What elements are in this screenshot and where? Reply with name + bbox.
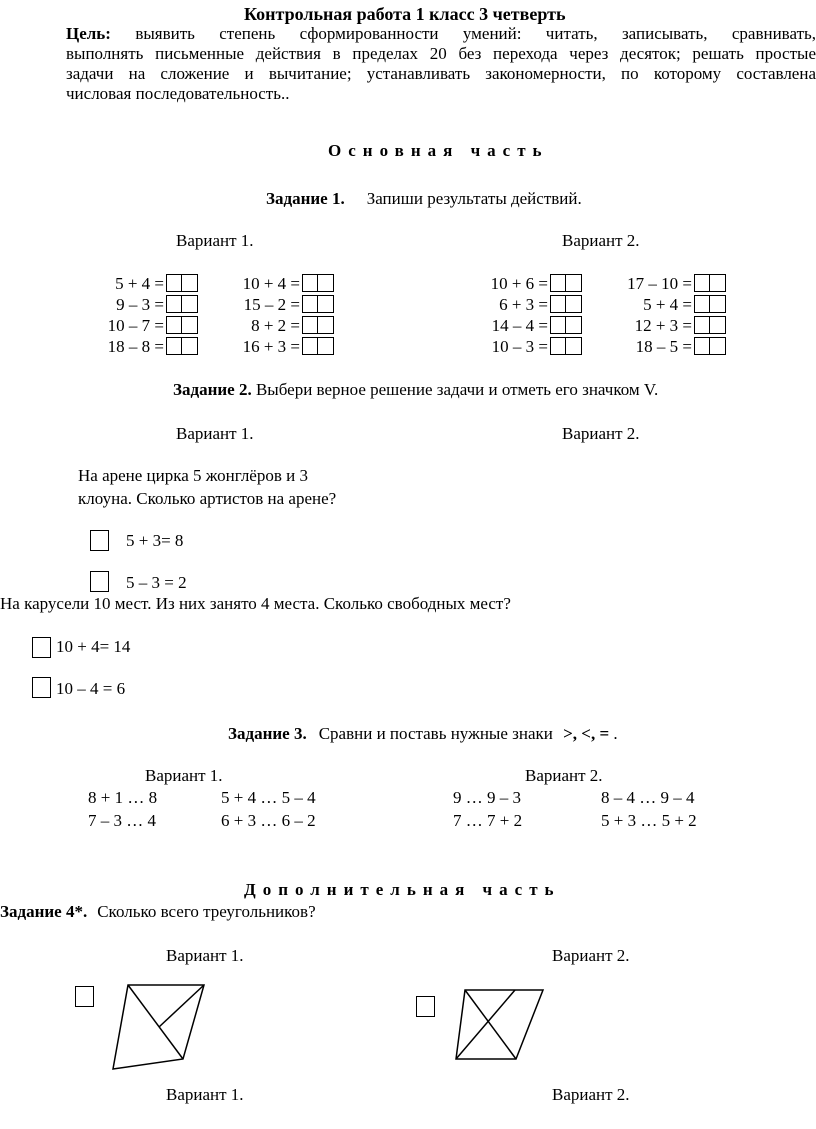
expression-text: 10 + 6 = xyxy=(490,274,548,293)
page-title: Контрольная работа 1 класс 3 четверть xyxy=(244,4,566,24)
option-text: 5 + 3= 8 xyxy=(126,531,184,550)
main-section-heading: Основная часть xyxy=(328,141,549,160)
expression-text: 5 + 4 = xyxy=(115,274,164,293)
problem2-text: На карусели 10 мест. Из них занято 4 места. Сколько свободных мест? xyxy=(0,594,511,613)
option-text: 10 + 4= 14 xyxy=(56,637,131,656)
extra-section-heading: Дополнительная часть xyxy=(244,880,561,899)
task4-variant2: Вариант 2. xyxy=(552,946,630,965)
figure-variant2 xyxy=(456,990,543,1059)
task2-text: Выбери верное решение задачи и отметь его значком V. xyxy=(255,380,659,399)
expression-text: 18 – 5 = xyxy=(635,337,692,356)
expression-text: 10 – 3 = xyxy=(491,337,548,356)
problem1-line: клоуна. Сколько артистов на арене? xyxy=(78,489,337,508)
goal-line: задачи на сложение и вычитание; устанавливать закономерности, по которому составлена xyxy=(66,64,816,83)
task4-label: Задание 4*. xyxy=(0,902,88,921)
expression-text: 10 + 4 = xyxy=(242,274,300,293)
goal-line: выполнять письменные действия в пределах 20 без перехода через десяток; решать простые xyxy=(66,44,816,63)
task3-variant2: Вариант 2. xyxy=(525,766,603,785)
compare-item: 9 … 9 – 3 xyxy=(453,788,521,807)
task3-label: Задание 3. xyxy=(228,724,307,743)
compare-item: 5 + 4 … 5 – 4 xyxy=(221,788,316,807)
task1-variant2: Вариант 2. xyxy=(562,231,640,250)
task4-variant2-bottom: Вариант 2. xyxy=(552,1085,630,1104)
expression-text: 5 + 4 = xyxy=(643,295,692,314)
task2-variant2: Вариант 2. xyxy=(562,424,640,443)
compare-item: 5 + 3 … 5 + 2 xyxy=(601,811,697,830)
task3-variant1: Вариант 1. xyxy=(145,766,223,785)
task4-text: Сколько всего треугольников? xyxy=(97,902,316,921)
compare-item: 7 – 3 … 4 xyxy=(88,811,156,830)
task4-variant1: Вариант 1. xyxy=(166,946,244,965)
expression-text: 16 + 3 = xyxy=(242,337,300,356)
expression-text: 15 – 2 = xyxy=(243,295,300,314)
task1-label: Задание 1. xyxy=(266,189,345,208)
problem1-line: На арене цирка 5 жонглёров и 3 xyxy=(78,466,308,485)
task1-variant1: Вариант 1. xyxy=(176,231,254,250)
expression-text: 12 + 3 = xyxy=(634,316,692,335)
expression-text: 14 – 4 = xyxy=(491,316,548,335)
expression-text: 9 – 3 = xyxy=(116,295,164,314)
compare-item: 8 + 1 … 8 xyxy=(88,788,158,807)
expression-text: 8 + 2 = xyxy=(251,316,300,335)
task4-variant1-bottom: Вариант 1. xyxy=(166,1085,244,1104)
expression-text: 18 – 8 = xyxy=(107,337,164,356)
goal-line: числовая последовательность.. xyxy=(66,84,290,103)
task2-variant1: Вариант 1. xyxy=(176,424,254,443)
expression-text: 6 + 3 = xyxy=(499,295,548,314)
figure-variant1 xyxy=(113,985,204,1069)
goal-label: Цель: xyxy=(66,24,111,43)
option-text: 10 – 4 = 6 xyxy=(56,679,126,698)
expression-text: 17 – 10 = xyxy=(627,274,692,293)
option-text: 5 – 3 = 2 xyxy=(126,573,187,592)
compare-item: 8 – 4 … 9 – 4 xyxy=(601,788,695,807)
task3-signs: >, <, = xyxy=(563,724,610,743)
goal-line: выявить степень сформированности умений: читать, записывать, сравнивать, xyxy=(135,24,816,43)
task1-text: Запиши результаты действий. xyxy=(366,189,582,208)
period: . xyxy=(613,724,618,743)
compare-item: 6 + 3 … 6 – 2 xyxy=(221,811,316,830)
expression-text: 10 – 7 = xyxy=(107,316,164,335)
compare-item: 7 … 7 + 2 xyxy=(453,811,523,830)
task3-text: Сравни и поставь нужные знаки xyxy=(318,724,553,743)
task2-label: Задание 2. xyxy=(173,380,252,399)
